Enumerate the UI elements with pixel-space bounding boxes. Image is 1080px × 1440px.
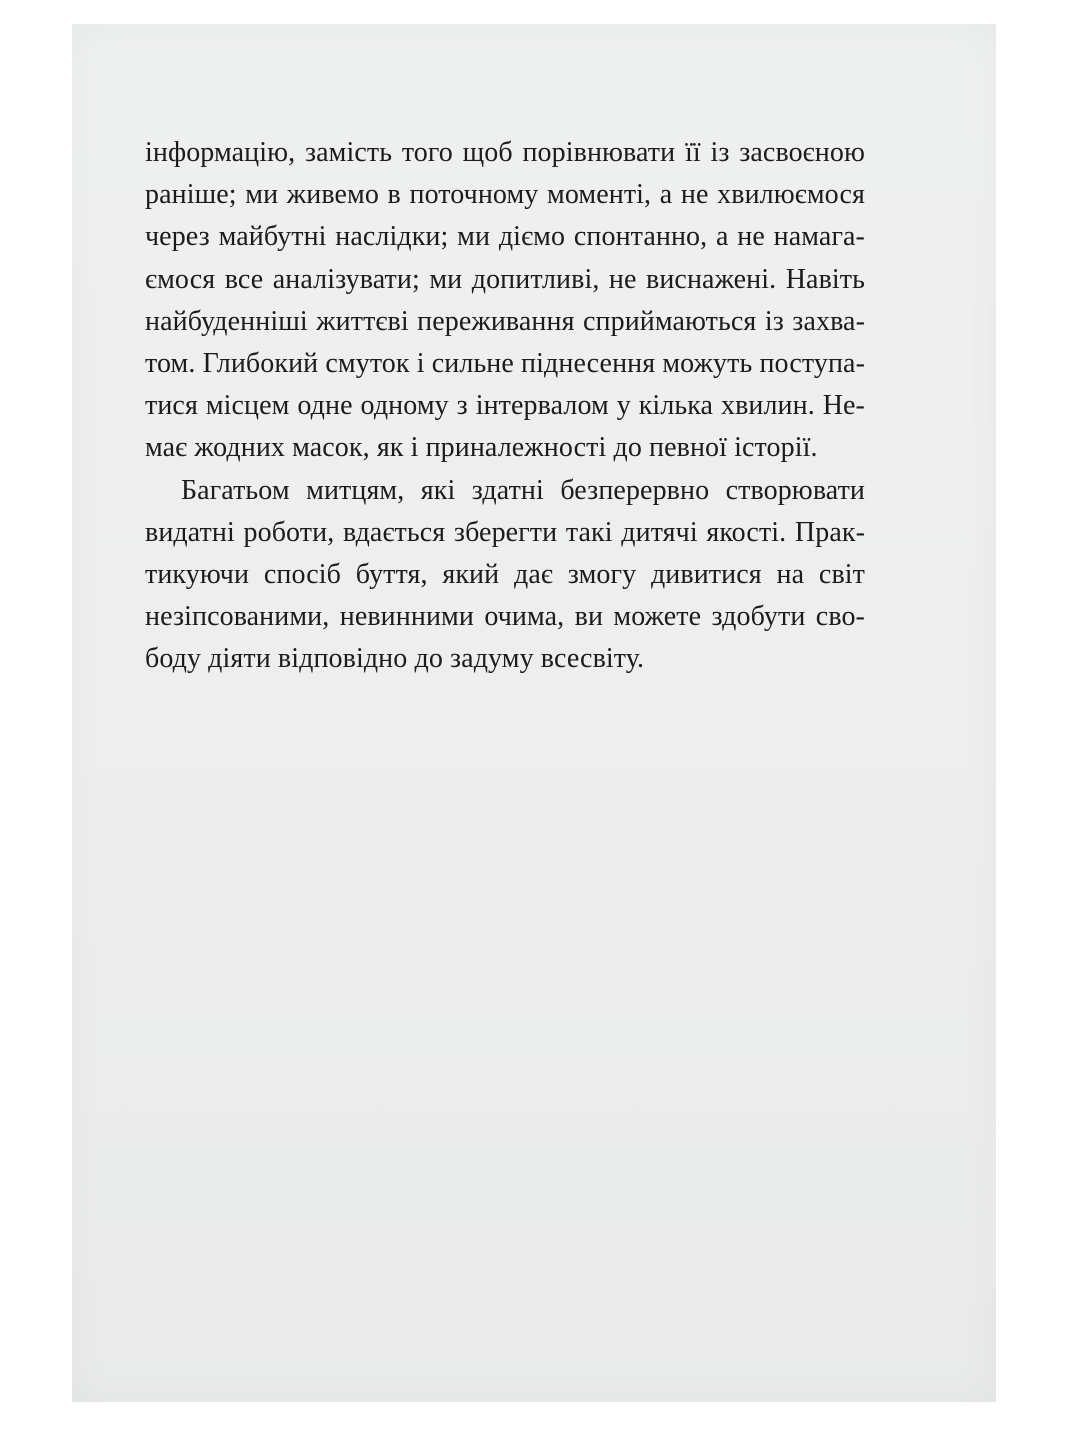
text-line: ємося все аналізувати; ми допитливі, не виснажені. Навіть (145, 263, 865, 295)
body-text (145, 132, 865, 681)
text-line: тися місцем одне одному з інтервалом у кілька хвилин. Не- (145, 390, 865, 422)
text-line: найбуденніші життєві переживання сприймаються із захва- (145, 305, 865, 337)
text-line: Багатьом митцям, які здатні безперервно створювати (181, 474, 865, 506)
text-line: боду діяти відповідно до задуму всесвіту. (145, 643, 645, 675)
paragraph-2 (145, 470, 865, 681)
text-line: том. Глибокий смуток і сильне піднесення можуть поступа- (145, 348, 865, 380)
text-line: тикуючи спосіб буття, який дає змогу дивитися на світ (145, 559, 865, 591)
text-line: інформацію, замість того щоб порівнювати її із засвоєною (145, 137, 865, 168)
text-line: видатні роботи, вдається зберегти такі дитячі якості. Прак- (145, 516, 865, 548)
book-page (72, 24, 996, 1402)
text-line: через майбутні наслідки; ми діємо спонтанно, а не намага- (145, 221, 865, 253)
paragraph-1 (145, 132, 865, 470)
text-line: раніше; ми живемо в поточному моменті, а не хвилюємося (145, 179, 865, 211)
text-line: незіпсованими, невинними очима, ви можете здобути сво- (145, 601, 865, 633)
text-line: має жодних масок, як і приналежності до певної історії. (145, 432, 818, 464)
